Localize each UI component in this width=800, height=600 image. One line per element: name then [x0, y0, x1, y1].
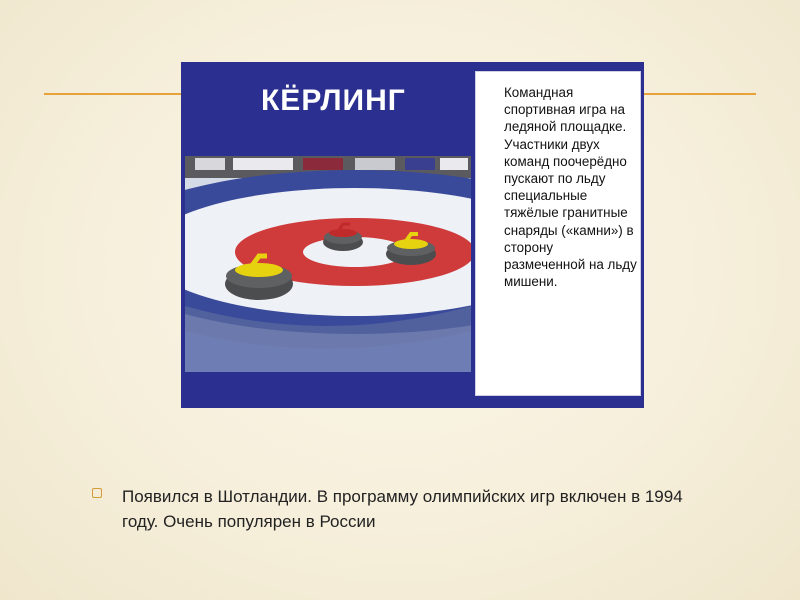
curling-photo	[185, 156, 471, 372]
slide-title: КЁРЛИНГ	[261, 84, 406, 117]
decorative-rule-right	[644, 93, 756, 95]
curling-image-icon	[185, 156, 471, 372]
decorative-rule-left	[44, 93, 182, 95]
description-box	[475, 71, 641, 396]
content-card	[181, 62, 644, 408]
description-text: Командная спортивная игра на ледяной площадке. Участники двух команд поочерёдно пускают по льду специальные тяжёлые гранитные снаряды («камни») в сторону размеченной на льду мишени.	[504, 85, 637, 290]
bullet-text: Появился в Шотландии. В программу олимпийских игр включен в 1994 году. Очень популярен в России	[122, 487, 683, 531]
bullet-square-icon	[92, 488, 102, 498]
